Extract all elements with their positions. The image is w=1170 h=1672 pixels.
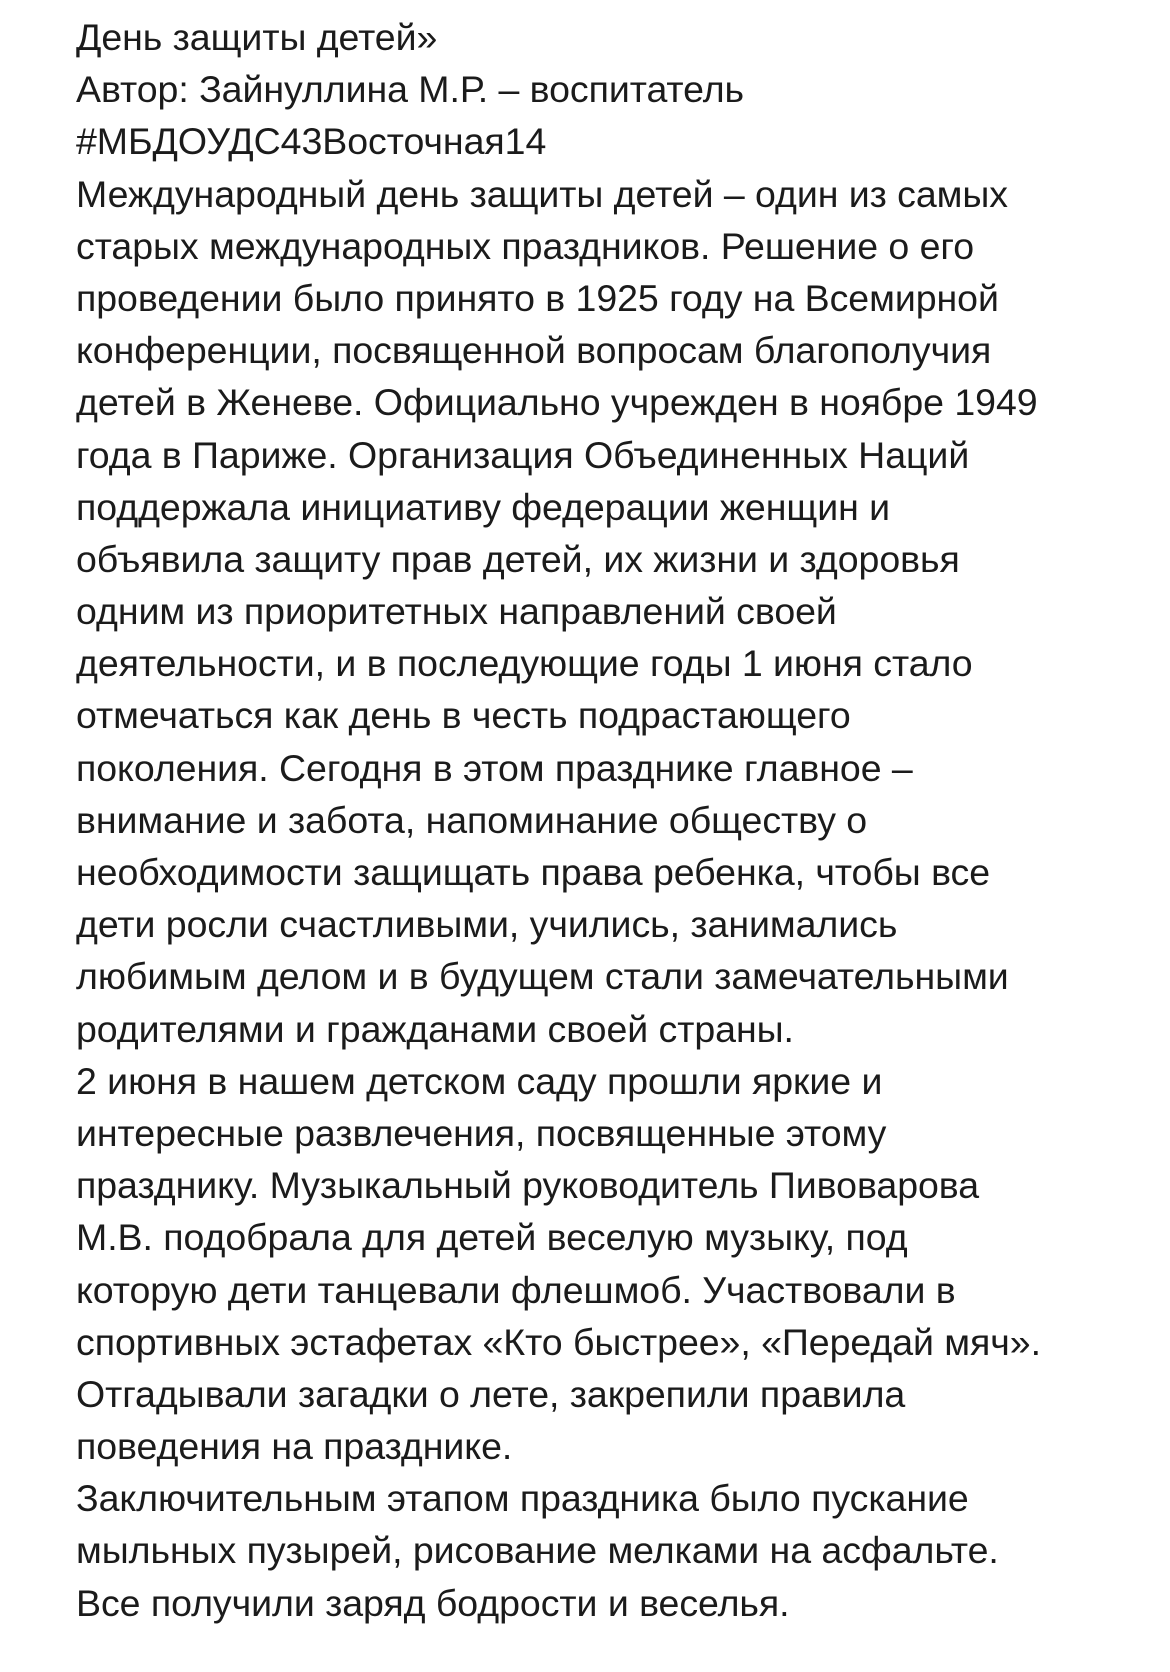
paragraph-line: детей в Женеве. Официально учрежден в ноябре 1949	[76, 381, 1038, 424]
paragraph-line: 2 июня в нашем детском саду прошли яркие и	[76, 1059, 883, 1102]
paragraph-line: поколения. Сегодня в этом празднике главное –	[76, 746, 913, 789]
paragraph-conclusion	[76, 1472, 1148, 1629]
paragraph-line: спортивных эстафетах «Кто быстрее», «Передай мяч».	[76, 1320, 1041, 1363]
paragraph-line: М.В. подобрала для детей веселую музыку, под	[76, 1216, 908, 1259]
paragraph-line: родителями и гражданами своей страны.	[76, 1007, 794, 1050]
paragraph-line: конференции, посвященной вопросам благополучия	[76, 329, 992, 372]
post-text	[76, 11, 1148, 1629]
paragraph-line: мыльных пузырей, рисование мелками на асфальте.	[76, 1529, 999, 1572]
paragraph-line: года в Париже. Организация Объединенных Наций	[76, 433, 970, 476]
paragraph-line: проведении было принято в 1925 году на Всемирной	[76, 276, 999, 319]
paragraph-line: отмечаться как день в честь подрастающего	[76, 694, 851, 737]
paragraph-line: интересные развлечения, посвященные этому	[76, 1111, 887, 1154]
paragraph-line: Все получили заряд бодрости и веселья.	[76, 1581, 790, 1624]
post-author: Автор: Зайнуллина М.Р. – воспитатель	[76, 68, 745, 111]
paragraph-line: поведения на празднике.	[76, 1425, 513, 1468]
paragraph-line: одним из приоритетных направлений своей	[76, 590, 837, 633]
paragraph-line: необходимости защищать права ребенка, чтобы все	[76, 851, 991, 893]
paragraph-line: поддержала инициативу федерации женщин и	[76, 485, 891, 528]
paragraph-line: любимым делом и в будущем стали замечательными	[76, 955, 1009, 998]
paragraph-line: внимание и забота, напоминание обществу о	[76, 798, 868, 841]
post-hashtag[interactable]: #МБДОУДС43Восточная14	[76, 120, 547, 163]
paragraph-line: празднику. Музыкальный руководитель Пивоварова	[76, 1164, 980, 1207]
paragraph-history	[76, 168, 1148, 1055]
paragraph-line: Международный день защиты детей – один из самых	[76, 172, 1009, 215]
post-title: День защиты детей»	[76, 16, 438, 58]
paragraph-line: деятельности, и в последующие годы 1 июня стало	[76, 642, 973, 685]
paragraph-event	[76, 1055, 1148, 1473]
paragraph-line: Заключительным этапом праздника было пускание	[76, 1477, 969, 1520]
paragraph-line: дети росли счастливыми, учились, занимались	[76, 903, 898, 946]
paragraph-line: объявила защиту прав детей, их жизни и здоровья	[76, 537, 960, 580]
paragraph-line: которую дети танцевали флешмоб. Участвовали в	[76, 1268, 956, 1311]
paragraph-line: Отгадывали загадки о лете, закрепили правила	[76, 1372, 906, 1415]
paragraph-line: старых международных праздников. Решение о его	[76, 224, 975, 267]
